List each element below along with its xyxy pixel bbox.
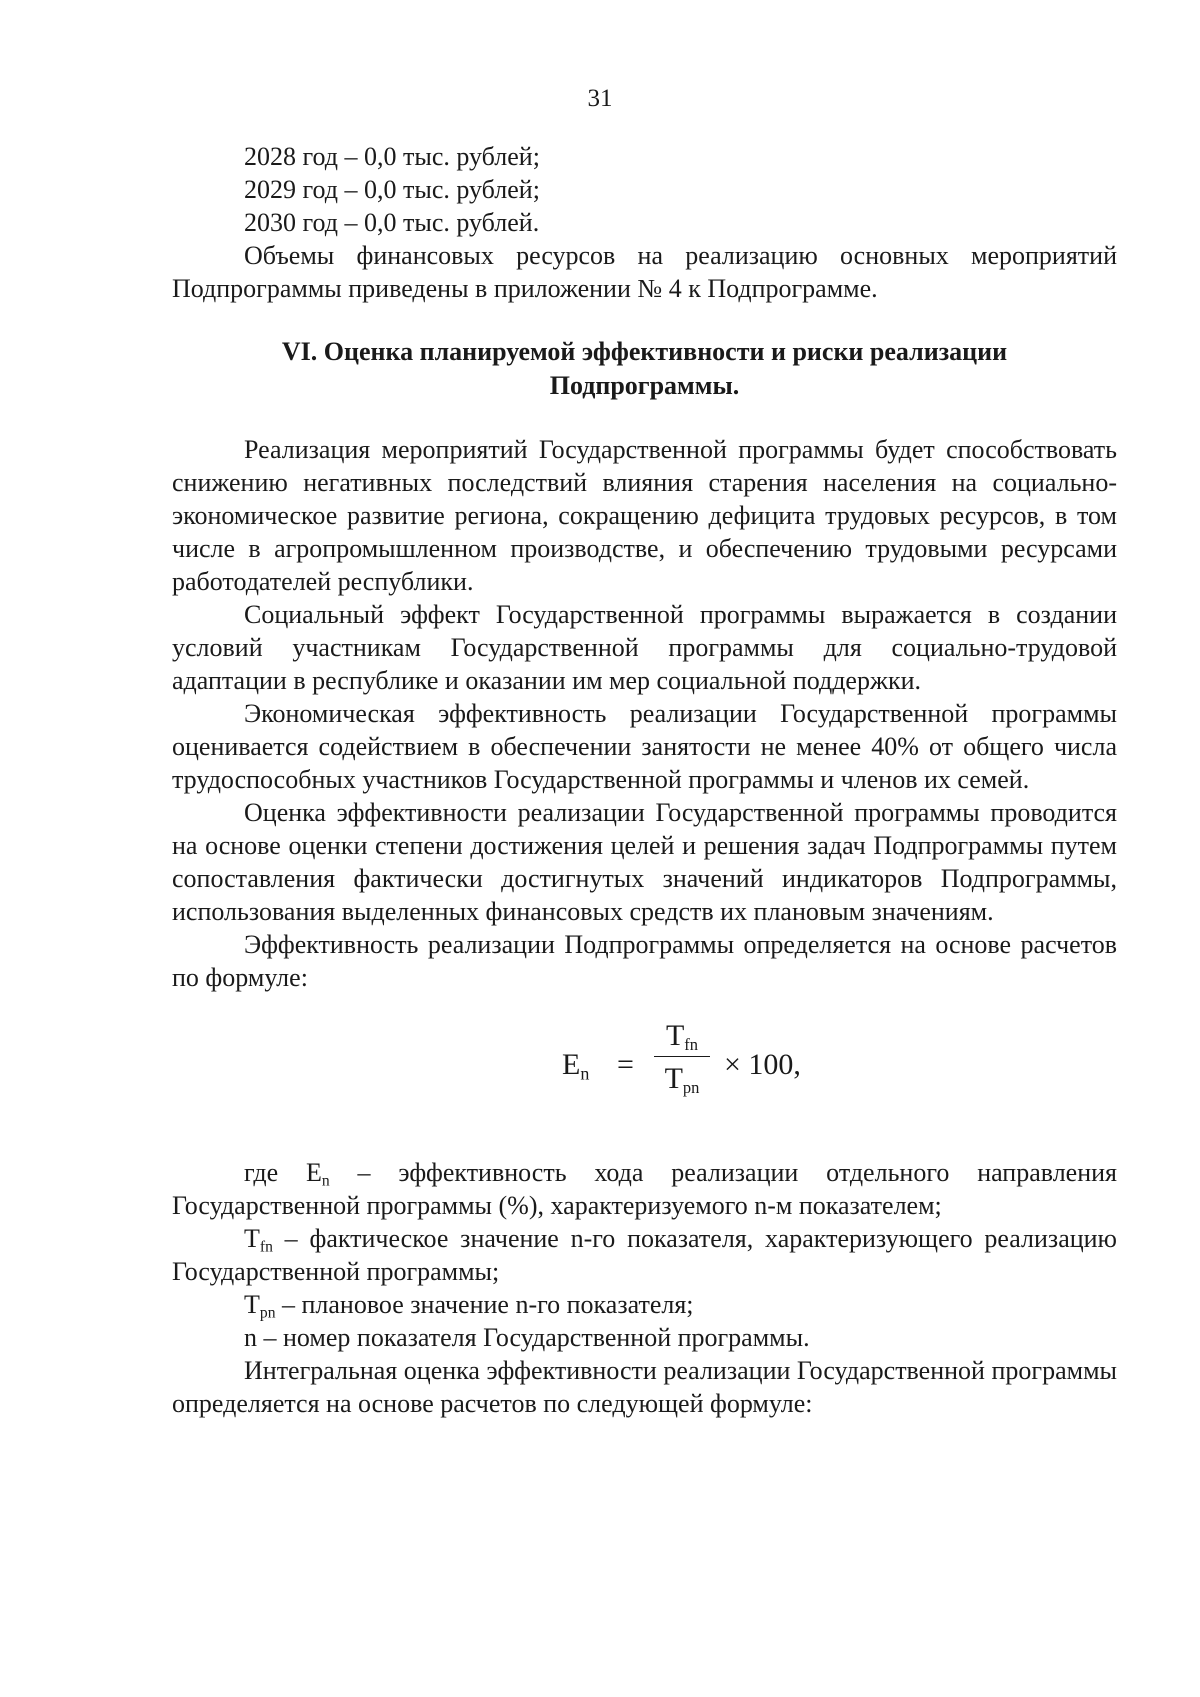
- formula-multiplier: × 100,: [724, 1048, 801, 1081]
- definition-tpn: $T_{pn}$ – плановое значение n-го показателя;: [244, 1290, 694, 1322]
- section-heading-line-2: Подпрограммы.: [549, 371, 740, 400]
- efficiency-formula: [172, 1016, 1117, 1136]
- formula-equals: =: [617, 1048, 634, 1081]
- document-body: [172, 140, 1117, 1420]
- formula-fraction: [650, 1016, 714, 1101]
- paragraph-formula-intro: Эффективность реализации Подпрограммы определяется на основе расчетов по формуле:: [172, 930, 1117, 992]
- intro-paragraph: Объемы финансовых ресурсов на реализацию основных мероприятий Подпрограммы приведены в приложении № 4 к Подпрограмме.: [172, 241, 1117, 303]
- paragraph-social-effect: Социальный эффект Государственной программы выражается в создании условий участникам Государственной программы для социально-трудовой адаптации в республике и оказании им мер социальной поддержки.: [172, 600, 1117, 695]
- definition-tfn: $T_{fn}$ – фактическое значение n-го показателя, характеризующего реализацию Государственной программы;: [172, 1224, 1117, 1286]
- definition-n: n – номер показателя Государственной программы.: [244, 1323, 810, 1352]
- definition-en: где $E_n$ – эффективность хода реализации отдельного направления Государственной программы (%), характеризуемого n-м показателем;: [172, 1158, 1117, 1220]
- paragraph-implementation: Реализация мероприятий Государственной программы будет способствовать снижению негативных последствий влияния старения населения на социально-экономическое развитие региона, сокращению дефицита трудовых ресурсов, в том числе в агропромышленном производстве, и обеспечению трудовыми ресурсами работодателей республики.: [172, 435, 1117, 596]
- section-heading-line-1: VI. Оценка планируемой эффективности и риски реализации: [281, 337, 1008, 366]
- page-number: 31: [587, 85, 613, 112]
- section-heading: [172, 335, 1117, 403]
- closing-paragraph: Интегральная оценка эффективности реализации Государственной программы определяется на основе расчетов по следующей формуле:: [172, 1356, 1117, 1418]
- budget-line-2029: 2029 год – 0,0 тыс. рублей;: [244, 175, 540, 204]
- paragraph-economic-effect: Экономическая эффективность реализации Государственной программы оценивается содействием в обеспечении занятости не менее 40% от общего числа трудоспособных участников Государственной программы и членов их семей.: [172, 699, 1117, 794]
- paragraph-evaluation: Оценка эффективности реализации Государственной программы проводится на основе оценки степени достижения целей и решения задач Подпрограммы путем сопоставления фактически достигнутых значений индикаторов Подпрограммы, использования выделенных финансовых средств их плановым значениям.: [172, 798, 1117, 926]
- formula-lhs: $E_n$: [562, 1048, 590, 1084]
- budget-line-2028: 2028 год – 0,0 тыс. рублей;: [244, 142, 540, 171]
- budget-line-2030: 2030 год – 0,0 тыс. рублей.: [244, 208, 540, 237]
- formula-denominator: $T_{pn}$: [664, 1062, 700, 1097]
- formula-numerator: $T_{fn}$: [665, 1019, 699, 1054]
